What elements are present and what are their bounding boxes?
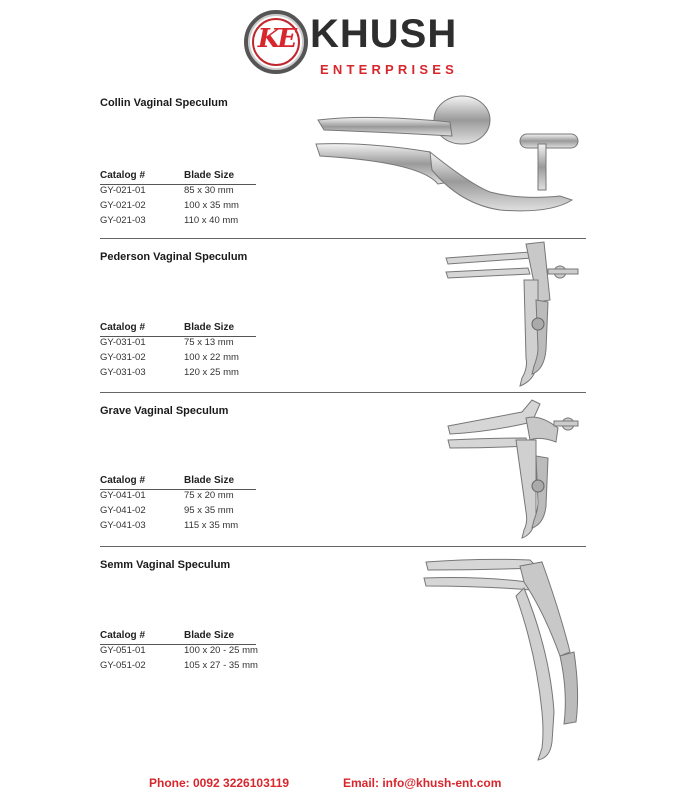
- catalog-number: GY-041-02: [100, 505, 146, 516]
- catalog-table-header: [100, 170, 256, 181]
- collin-speculum-image: [310, 92, 590, 222]
- table-row: [100, 490, 300, 501]
- table-row: [100, 520, 300, 531]
- company-logo: [244, 10, 464, 80]
- blade-size: 110 x 40 mm: [184, 215, 239, 226]
- email-link[interactable]: Email: info@khush-ent.com: [343, 776, 502, 790]
- catalog-number: GY-021-03: [100, 215, 146, 226]
- grave-speculum-image: [440, 396, 585, 541]
- catalog-number: GY-041-01: [100, 490, 146, 501]
- product-section-pederson: [100, 251, 416, 378]
- blade-size-header: Blade Size: [184, 322, 235, 333]
- product-section-grave: [100, 405, 416, 531]
- catalog-number: GY-021-01: [100, 185, 146, 196]
- catalog-header: Catalog #: [100, 322, 146, 333]
- catalog-number: GY-051-02: [100, 660, 146, 671]
- table-row: [100, 645, 300, 656]
- table-row: [100, 185, 300, 196]
- blade-size: 95 x 35 mm: [184, 505, 234, 516]
- blade-size: 75 x 20 mm: [184, 490, 234, 501]
- product-title: Collin Vaginal Speculum: [100, 97, 228, 109]
- semm-speculum-image: [420, 552, 590, 762]
- table-row: [100, 215, 300, 226]
- blade-size: 85 x 30 mm: [184, 185, 234, 196]
- catalog-number: GY-031-02: [100, 352, 146, 363]
- blade-size: 100 x 35 mm: [184, 200, 239, 211]
- blade-size-header: Blade Size: [184, 475, 235, 486]
- catalog-table-header: [100, 630, 256, 641]
- catalog-number: GY-051-01: [100, 645, 146, 656]
- table-row: [100, 505, 300, 516]
- section-divider: [100, 546, 586, 547]
- table-row: [100, 660, 300, 671]
- product-title: Semm Vaginal Speculum: [100, 559, 231, 571]
- table-row: [100, 200, 300, 211]
- blade-size: 75 x 13 mm: [184, 337, 234, 348]
- catalog-number: GY-031-03: [100, 367, 146, 378]
- table-row: [100, 352, 300, 363]
- phone-text: Phone: 0092 3226103119: [149, 776, 290, 790]
- blade-size-header: Blade Size: [184, 170, 235, 181]
- section-divider: [100, 392, 586, 393]
- product-section-semm: [100, 559, 416, 671]
- logo-name: KHUSH: [310, 12, 458, 56]
- blade-size: 105 x 27 - 35 mm: [184, 660, 258, 671]
- catalog-header: Catalog #: [100, 630, 146, 641]
- catalog-header: Catalog #: [100, 170, 146, 181]
- logo-mark: KE: [257, 24, 295, 54]
- blade-size-header: Blade Size: [184, 630, 235, 641]
- table-row: [100, 337, 300, 348]
- table-row: [100, 367, 300, 378]
- blade-size: 100 x 20 - 25 mm: [184, 645, 258, 656]
- catalog-number: GY-041-03: [100, 520, 146, 531]
- section-divider: [100, 238, 586, 239]
- product-title: Pederson Vaginal Speculum: [100, 251, 248, 263]
- blade-size: 100 x 22 mm: [184, 352, 239, 363]
- product-title: Grave Vaginal Speculum: [100, 405, 229, 417]
- blade-size: 120 x 25 mm: [184, 367, 239, 378]
- logo-subtitle: ENTERPRISES: [320, 62, 458, 77]
- blade-size: 115 x 35 mm: [184, 520, 239, 531]
- catalog-number: GY-031-01: [100, 337, 146, 348]
- pederson-speculum-image: [440, 240, 585, 390]
- catalog-header: Catalog #: [100, 475, 146, 486]
- catalog-table-header: [100, 322, 256, 333]
- catalog-number: GY-021-02: [100, 200, 146, 211]
- catalog-table-header: [100, 475, 256, 486]
